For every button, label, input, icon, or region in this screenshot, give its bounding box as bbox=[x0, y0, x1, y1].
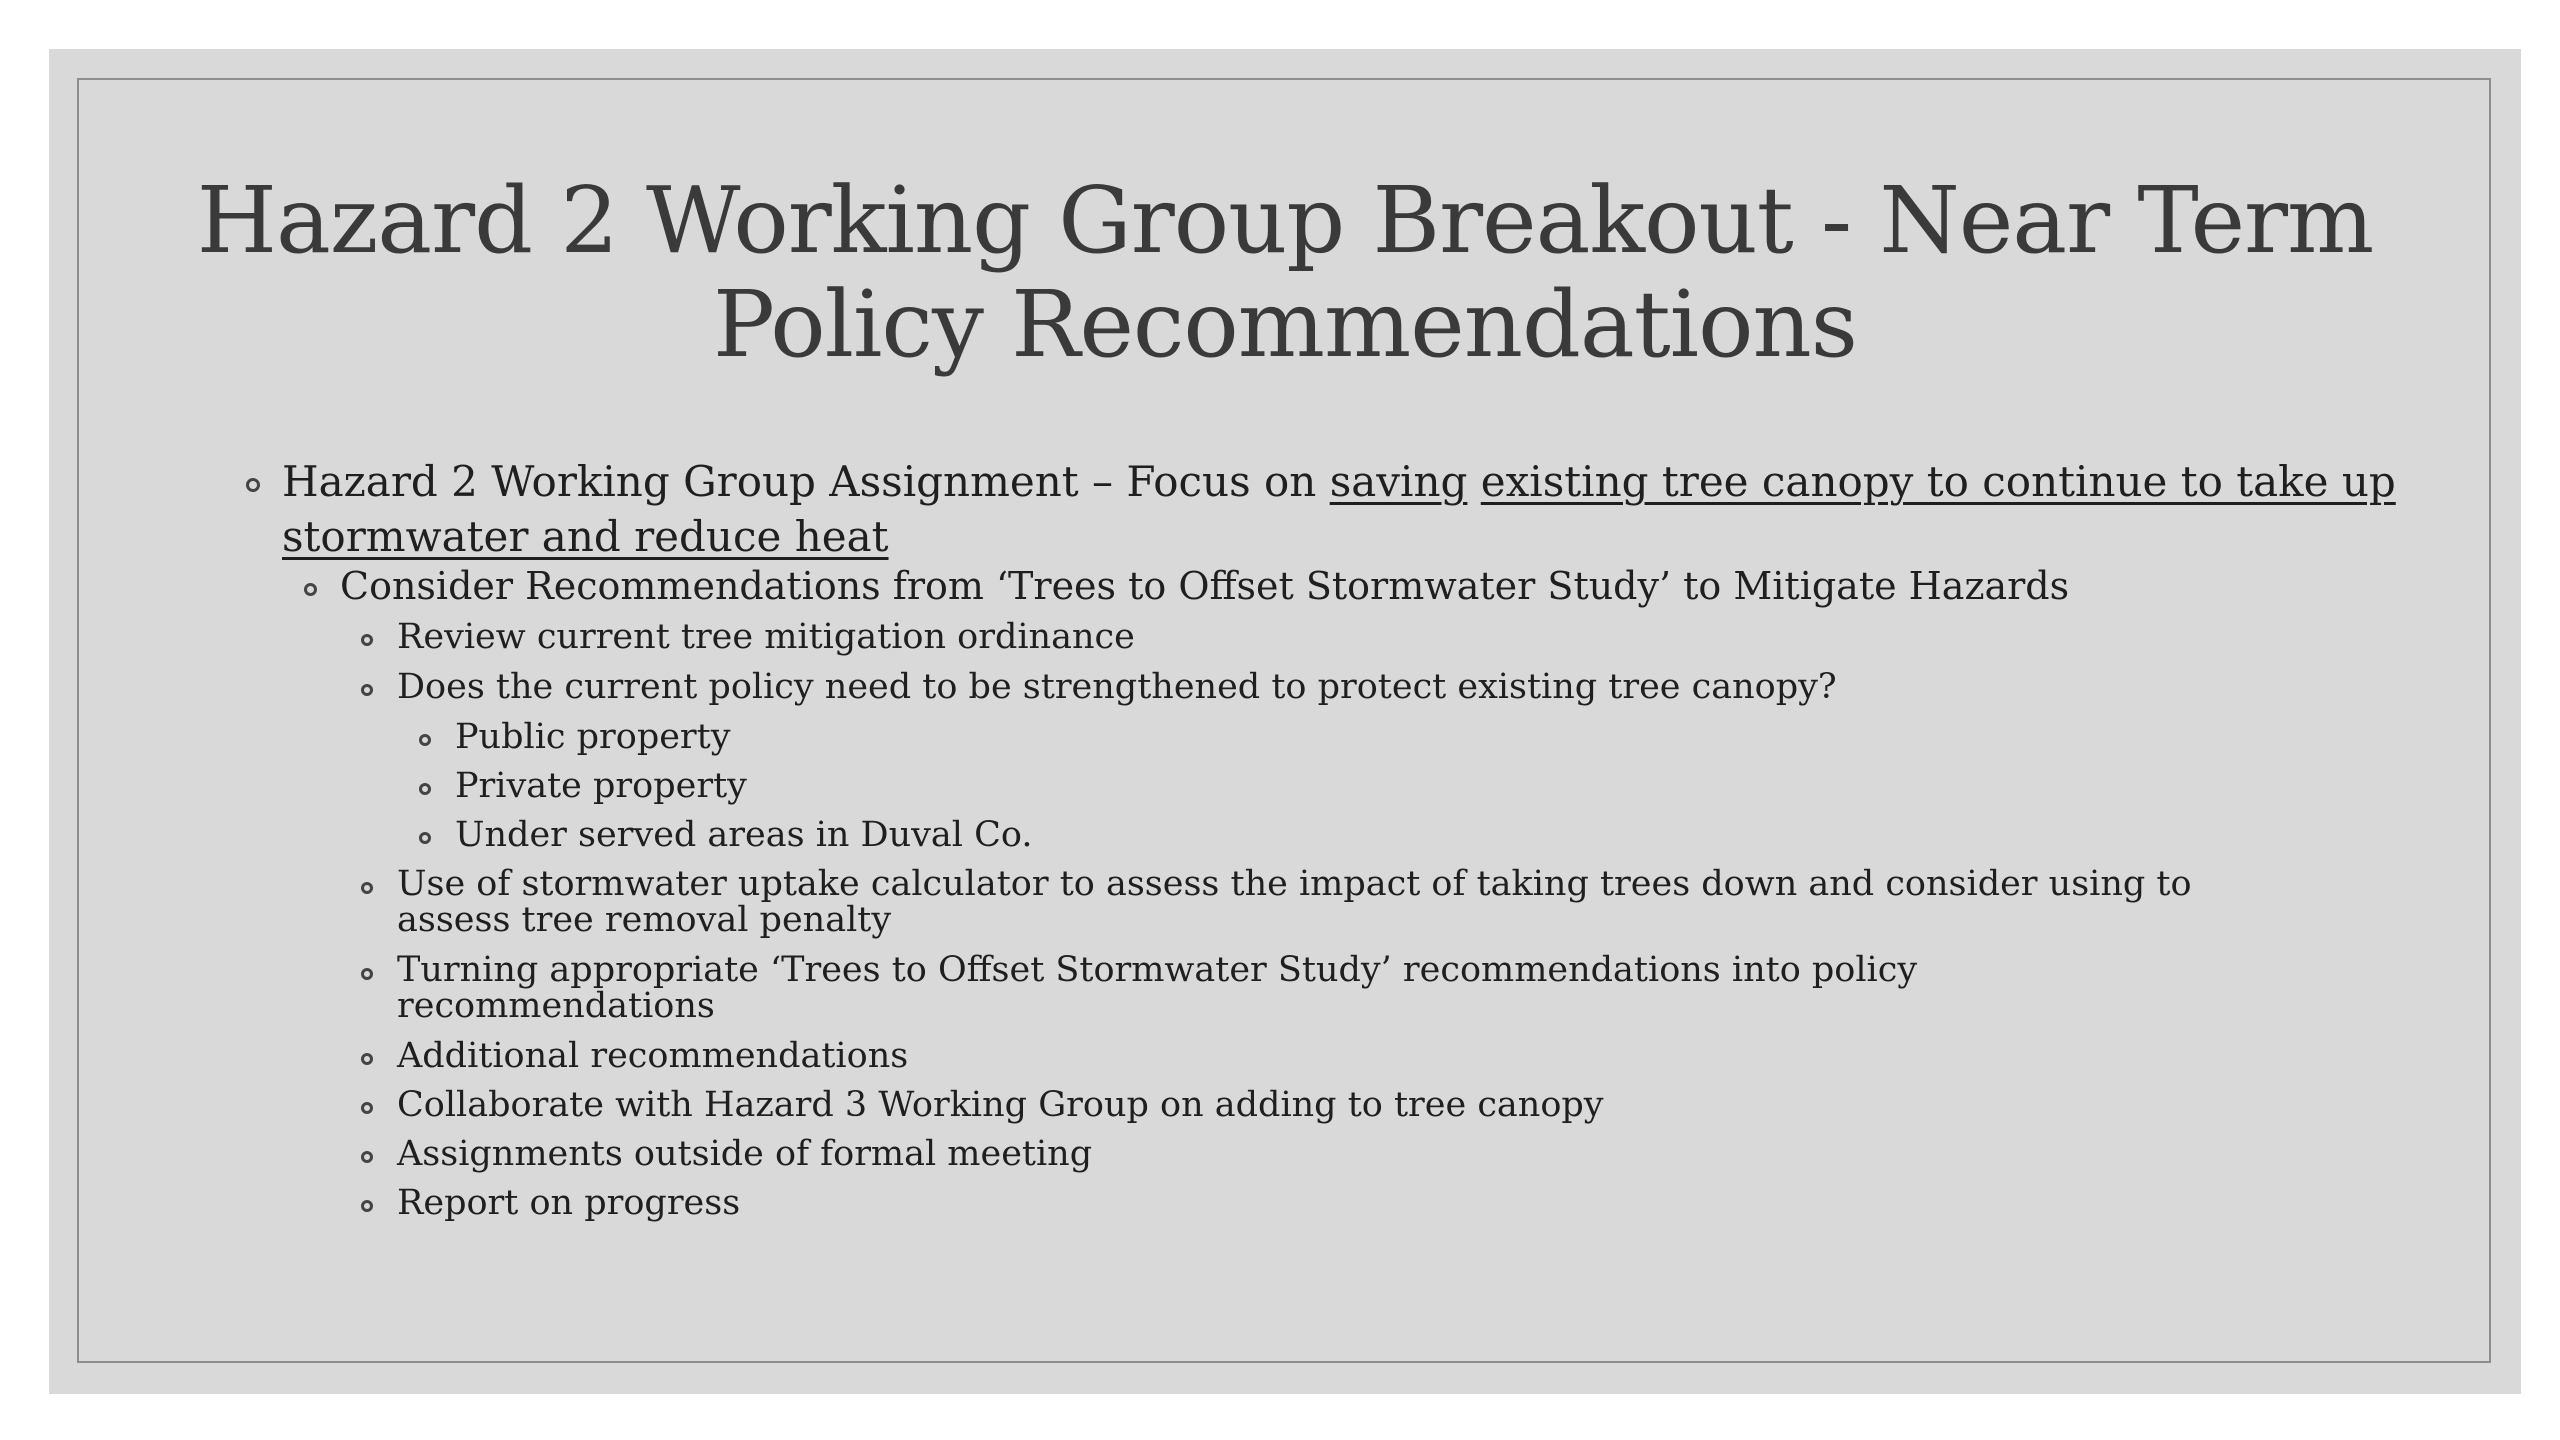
list-item-text: Public property bbox=[455, 717, 731, 757]
list-item-text: Collaborate with Hazard 3 Working Group on adding to tree canopy bbox=[397, 1085, 1604, 1125]
bullet-dot-icon bbox=[419, 783, 431, 795]
list-item-text: Under served areas in Duval Co. bbox=[455, 815, 1033, 855]
list-item bbox=[397, 1037, 2397, 1075]
bullet-dot-icon bbox=[361, 634, 373, 646]
list-item bbox=[397, 1184, 2397, 1222]
list-item bbox=[455, 816, 2355, 854]
list-item-text: Does the current policy need to be strengthened to protect existing tree canopy? bbox=[397, 667, 1837, 707]
bullet-dot-icon bbox=[246, 478, 260, 492]
bullet-list bbox=[49, 49, 2521, 1394]
bullet-dot-icon bbox=[304, 583, 317, 596]
bullet-dot-icon bbox=[361, 968, 373, 980]
assignment-underline-1: saving bbox=[1329, 457, 1468, 506]
list-item-text: Additional recommendations bbox=[397, 1036, 909, 1076]
list-item-text: Turning appropriate ‘Trees to Offset Stormwater Study’ recommendations into policy recommendations bbox=[397, 950, 1918, 1026]
list-item-text: Review current tree mitigation ordinance bbox=[397, 617, 1135, 657]
bullet-dot-icon bbox=[419, 734, 431, 746]
list-item bbox=[397, 1135, 2397, 1173]
list-item-text: Report on progress bbox=[397, 1183, 741, 1223]
list-item bbox=[397, 866, 2297, 938]
bullet-dot-icon bbox=[361, 1053, 373, 1065]
list-item bbox=[455, 767, 2355, 805]
bullet-dot-icon bbox=[361, 882, 373, 894]
list-item bbox=[455, 718, 2355, 756]
assignment-lead: Hazard 2 Working Group Assignment – Focus on bbox=[282, 457, 1330, 506]
assignment-space bbox=[1467, 457, 1480, 506]
bullet-dot-icon bbox=[361, 1151, 373, 1163]
list-item bbox=[397, 952, 2097, 1024]
bullet-dot-icon bbox=[419, 832, 431, 844]
sub-heading-text: Consider Recommendations from ‘Trees to Offset Stormwater Study’ to Mitigate Hazards bbox=[340, 564, 2070, 608]
slide bbox=[49, 49, 2521, 1394]
list-item bbox=[397, 668, 2397, 706]
bullet-dot-icon bbox=[361, 684, 373, 696]
assignment-bullet bbox=[282, 454, 2402, 564]
slide-title: Hazard 2 Working Group Breakout - Near Term Policy Recommendations bbox=[196, 167, 2374, 378]
list-item-text: Use of stormwater uptake calculator to assess the impact of taking trees down and consider using to assess tree removal penalty bbox=[397, 864, 2192, 940]
assignment-underline-2: existing tree canopy to continue to take up stormwater and reduce heat bbox=[282, 457, 2396, 561]
list-item-text: Assignments outside of formal meeting bbox=[397, 1134, 1093, 1174]
list-item bbox=[397, 618, 2397, 656]
bullet-dot-icon bbox=[361, 1102, 373, 1114]
list-item bbox=[397, 1086, 2397, 1124]
bullet-dot-icon bbox=[361, 1200, 373, 1212]
sub-heading-bullet bbox=[340, 561, 2400, 611]
list-item-text: Private property bbox=[455, 766, 747, 806]
